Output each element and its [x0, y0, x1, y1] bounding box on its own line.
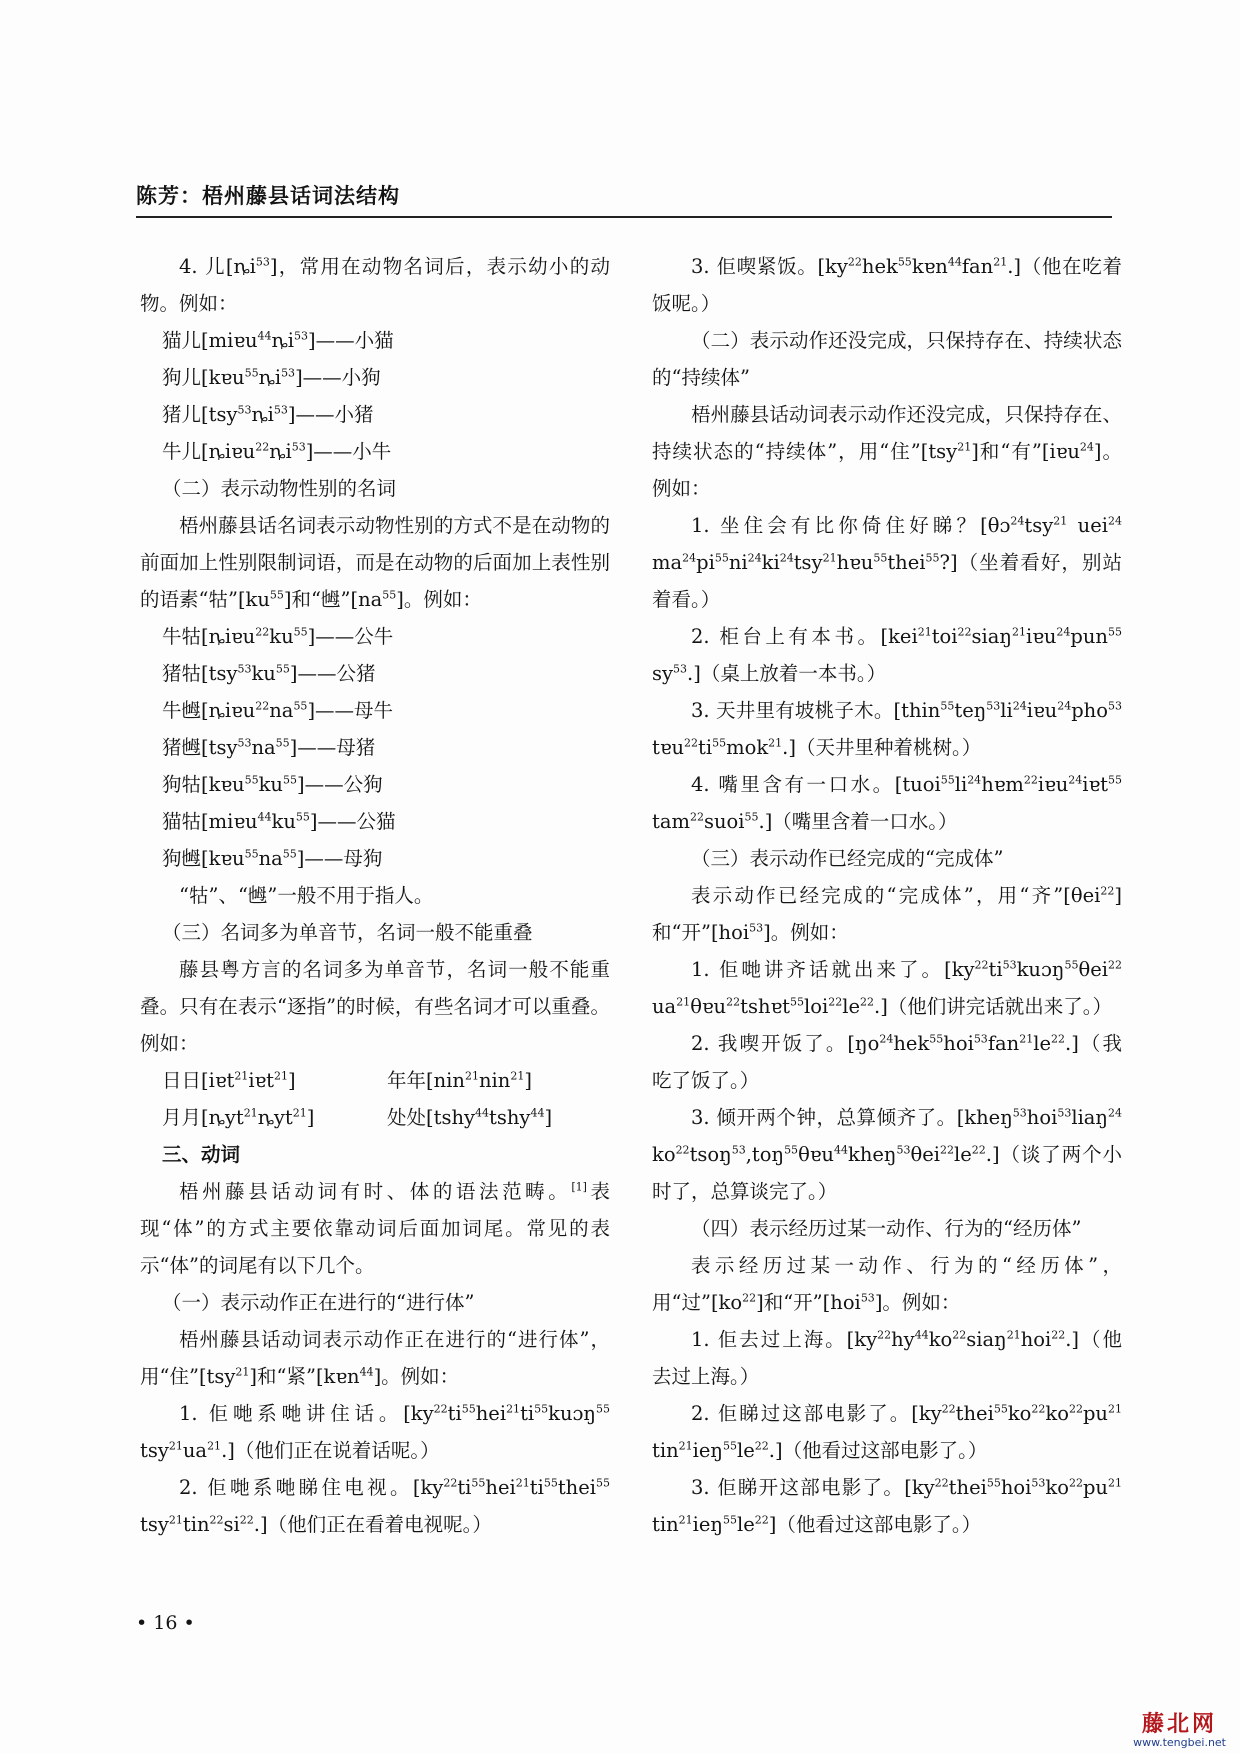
paragraph: 梧州藤县话动词表示动作正在进行的“进行体”，用“住”[tsy$^{21}$]和“紧”[kɐn$^{44}$]。例如：: [140, 1328, 610, 1388]
example-line: 牛儿$[ȵiɐu^{22}ȵi^{53}]——$小牛: [162, 440, 392, 463]
example-line: 牛乸$[ȵiɐu^{22}na^{55}]——$母牛: [162, 699, 394, 722]
paragraph: 3. 倾开两个钟，总算倾齐了。[kheŋ$^{53}$hoi$^{53}$liaŋ$^{24}$ $ko^{22}tsoŋ^{53},toŋ^{55}\theta ɐu^{44}kheŋ^{53}\theta ei^{22}le^{22}$.]（谈了两个小时了，总算谈完了。）: [652, 1106, 1122, 1203]
paragraph: 表示动作已经完成的“完成体”，用“齐”[θei$^{22}$]和“开”[hoi$^{53}$]。例如：: [652, 884, 1122, 944]
paragraph: 表示经历过某一动作、行为的“经历体”，用“过$”[ko^{22}]$和“开”[hoi$^{53}$]。例如：: [652, 1254, 1122, 1314]
example-item: 处处[tshy$^{44}$tshy$^{44}$]: [387, 1106, 553, 1129]
example-item: 年年[nin$^{21}$nin$^{21}$]: [387, 1069, 532, 1092]
paragraph: 3. 天井里有坡桃子木。[$thin^{55}teŋ^{53}li^{24}iɐu^{24}pho^{53}$ $tɐu^{22}ti^{55}mok^{21}$.]（天井里种着桃树。）: [652, 699, 1122, 759]
paragraph: （三）表示动作已经完成的“完成体”: [691, 847, 1004, 870]
paragraph: 梧州藤县话动词有时、体的语法范畴。[1]表现“体”的方式主要依靠动词后面加词尾。常见的表示“体”的词尾有以下几个。: [140, 1180, 610, 1277]
example-item: 日日[iɐt$^{21}$iɐt$^{21}$]: [162, 1069, 296, 1092]
paragraph: 1. 佢哋讲齐话就出来了。[$ky^{22}ti^{53}kuɔŋ^{55}\theta ei^{22}$ $ua^{21}\theta ɐu^{22}tshɐt^{55}loi^{22}le^{22}$.]（他们讲完话就出来了。）: [652, 958, 1122, 1018]
paragraph: 4. 嘴里含有一口水。[$tuoi^{55}li^{24}hɐm^{22}iɐu^{24}iɐt^{55}$ tam$^{22}$suoi$^{55}$.]（嘴里含着一口水。）: [652, 773, 1122, 833]
example-line: （三）名词多为单音节，名词一般不能重叠: [162, 921, 533, 944]
paragraph: 3. 佢喫紧饭。$[ky^{22}hek^{55}kɐn^{44}fan^{21}.]$（他在吃着饭呢。）: [652, 255, 1122, 315]
example-line: 狗儿$[kɐu^{55}ȵi^{53}]——$小狗: [162, 366, 381, 389]
example-line: 猪乸$[tsy^{53}na^{55}]——$母猪: [162, 736, 376, 759]
paragraph: 藤县粤方言的名词多为单音节，名词一般不能重叠。只有在表示“逐指”的时候，有些名词才可以重叠。例如：: [140, 958, 610, 1055]
paragraph: 梧州藤县话名词表示动物性别的方式不是在动物的前面加上性别限制词语，而是在动物的后面加上表性别的语素“牯$”[ku^{55}]$和“乸$”[na^{55}]$。例如：: [140, 514, 610, 611]
example-pair: [140, 1099, 610, 1136]
page-number: • 16 •: [136, 1612, 195, 1634]
paragraph: （四）表示经历过某一动作、行为的“经历体”: [691, 1217, 1082, 1240]
site-watermark: [1133, 1712, 1226, 1749]
example-line: 狗牯$[kɐu^{55}ku^{55}]——$公狗: [162, 773, 383, 796]
paragraph: “牯”、“乸”一般不用于指人。: [179, 884, 434, 907]
example-line: 牛牯$[ȵiɐu^{22}ku^{55}]——$公牛: [162, 625, 394, 648]
paragraph: 2. 柜台上有本书。[kei$^{21}$toi$^{22}$siaŋ$^{21}$iɐu$^{24}$pun$^{55}$ $sy^{53}$.]（桌上放着一本书。）: [652, 625, 1122, 685]
paragraph: 2. 佢睇过这部电影了。[$ky^{22}thei^{55}ko^{22}ko^{22}pu^{21}$ $tin^{21}ieŋ^{55}le^{22}$.]（他看过这部电影了。）: [652, 1402, 1122, 1462]
example-line: 狗乸$[kɐu^{55}na^{55}]——$母狗: [162, 847, 383, 870]
example-line: 猪儿$[tsy^{53}ȵi^{53}]——$小猪: [162, 403, 374, 426]
header-rule: [136, 216, 1112, 218]
example-line: 猪牯$[tsy^{53}ku^{55}]——$公猪: [162, 662, 376, 685]
watermark-url: www.tengbei.net: [1133, 1736, 1226, 1749]
right-column: [652, 248, 1122, 1543]
paragraph: 梧州藤县话动词表示动作还没完成，只保持存在、持续状态的“持续体”，用“住”[tsy$^{21}$]和“有”[iɐu$^{24}$]。例如：: [652, 403, 1123, 500]
example-item: 月月[ȵyt$^{21}$ȵyt$^{21}$]: [162, 1106, 315, 1129]
running-header: 陈芳：梧州藤县话词法结构: [136, 184, 400, 208]
paragraph: 1. 佢哋系哋讲住话。[$ky^{22}ti^{55}hei^{21}ti^{55}kuɔŋ^{55}$ $tsy^{21}ua^{21}$.]（他们正在说着话呢。）: [140, 1402, 610, 1462]
example-pair: [140, 1062, 610, 1099]
paragraph: （二）表示动作还没完成，只保持存在、持续状态的“持续体”: [652, 329, 1122, 389]
left-column: [140, 248, 610, 1543]
paragraph: 2. 佢哋系哋睇住电视。[$ky^{22}ti^{55}hei^{21}ti^{55}thei^{55}$ $tsy^{21}tin^{22}si^{22}$.]（他们正在看着电视呢。）: [140, 1476, 610, 1536]
paragraph: 1. 佢去过上海。$[ky^{22}hy^{44}ko^{22}siaŋ^{21}hoi^{22}.]$（他去过上海。）: [652, 1328, 1122, 1388]
paragraph: 2. 我喫开饭了。$[ŋo^{24}hek^{55}hoi^{53}fan^{21}le^{22}.]$（我吃了饭了。）: [652, 1032, 1122, 1092]
example-line: （二）表示动物性别的名词: [162, 477, 397, 500]
section-heading: 三、动词: [162, 1143, 241, 1166]
example-line: 猫儿$[miɐu^{44}ȵi^{53}]——$小猫: [162, 329, 394, 352]
example-line: 猫牯$[miɐu^{44}ku^{55}]——$公猫: [162, 810, 396, 833]
paragraph: 4. 儿$[ȵi^{53}]$，常用在动物名词后，表示幼小的动物。例如：: [140, 255, 610, 315]
paragraph: 1. 坐住会有比你倚住好睇？[θɔ$^{24}$tsy$^{21}$ uei$^{24}$ $ma^{24}pi^{55}ni^{24}ki^{24}tsy^{21}hɐu^{55}thei^{55}$?]（坐着看好，别站着看。）: [652, 514, 1122, 611]
paragraph: 3. 佢睇开这部电影了。[$ky^{22}thei^{55}hoi^{53}ko^{22}pu^{21}$ $tin^{21}ieŋ^{55}le^{22}$]（他看过这部电影了。）: [652, 1476, 1122, 1536]
example-line: （一）表示动作正在进行的“进行体”: [162, 1291, 475, 1314]
watermark-logo-text: 藤北网: [1142, 1711, 1218, 1737]
